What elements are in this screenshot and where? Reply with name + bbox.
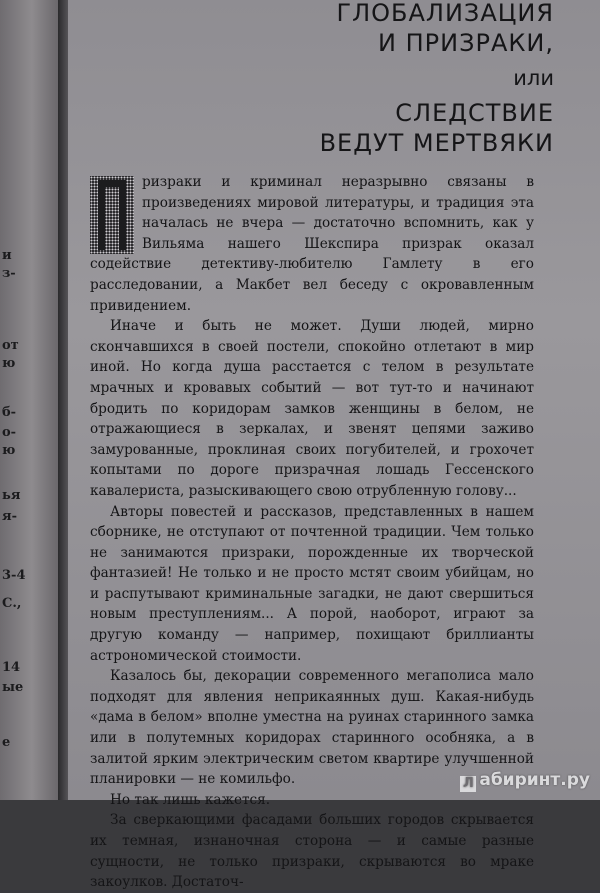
paragraph: ризраки и криминал неразрывно связаны в произведениях мировой литературы, и традиция эта началась не вчера — достаточно вспомнить, как у Вильяма нашего Шекспира призрак оказал содействие детективу-любителю Гамлету в его расследовании, а Макбет вел беседу с окровавленным привидением.	[90, 174, 534, 314]
chapter-title	[320, 0, 554, 158]
left-page-fragment: з-	[2, 266, 16, 281]
watermark-logo	[460, 770, 590, 792]
paragraph: Авторы повестей и рассказов, представленных в нашем сборнике, не отступают от почтенной традиции. Чем только не занимаются призраки, порожденные их творческой фантазией! Не только и не просто мстят своим убийцам, но и распутывают криминальные загадки, не дают свершиться новым преступлениям... А порой, наоборот, играют за другую команду — например, похищают бриллианты астрономической стоимости.	[90, 503, 534, 664]
book-gutter	[58, 0, 68, 800]
left-page-fragment: ю	[2, 356, 16, 371]
left-page-fragment: ю	[2, 443, 16, 458]
labirint-logo-icon: Л	[460, 776, 476, 792]
left-page-fragment: е	[2, 735, 11, 750]
left-page-fragment: и	[2, 248, 12, 263]
left-page-edge	[0, 0, 58, 800]
left-page-fragment: С.,	[2, 596, 22, 611]
left-page-fragment: 3-4	[2, 568, 26, 583]
drop-cap	[90, 176, 134, 254]
left-page-fragment: ые	[2, 680, 24, 695]
left-page-fragment: ья	[2, 488, 21, 503]
title-line: СЛЕДСТВИЕ	[395, 99, 554, 127]
left-page-fragment: б-	[2, 405, 17, 420]
left-page-fragment: я-	[2, 509, 17, 524]
drop-cap-letter	[96, 178, 128, 252]
watermark-text: абиринт.ру	[479, 770, 590, 790]
title-line: ВЕДУТ МЕРТВЯКИ	[319, 129, 554, 157]
left-page-fragment: о-	[2, 425, 17, 440]
paragraph: Казалось бы, декорации современного мегаполиса мало подходят для явления неприкаянных душ. Какая-нибудь «дама в белом» вполне уместна на руинах старинного замка или в полутемных коридорах старинного особняка, а в залитой ярким электрическим светом квартире улучшенной планировки — не комильфо.	[90, 668, 534, 788]
title-line: ГЛОБАЛИЗАЦИЯ	[336, 0, 554, 27]
title-conjunction: или	[513, 66, 554, 90]
paragraph: Но так лишь кажется.	[110, 791, 271, 808]
paragraph: За сверкающими фасадами больших городов скрывается их темная, изнаночная сторона — и самые разные сущности, не только призраки, скрываются во мраке закоулков. Достаточ-	[90, 812, 534, 891]
paragraph: Иначе и быть не может. Души людей, мирно скончавшихся в своей постели, спокойно отлетают в мир иной. Но когда душа расстается с телом в результате мрачных и кровавых событий — вот тут-то и начинают бродить по коридорам замков женщины в белом, не отражающиеся в зеркалах, и звенят цепями заживо замурованные, проклиная своих погубителей, и грохочет копытами по дороге призрачная лошадь Гессенского кавалериста, разыскивающего свою отрубленную голову...	[90, 318, 534, 499]
left-page-fragment: от	[2, 338, 19, 353]
book-page	[68, 0, 600, 891]
title-line: И ПРИЗРАКИ,	[378, 29, 554, 57]
left-page-fragment: 14	[2, 660, 21, 675]
